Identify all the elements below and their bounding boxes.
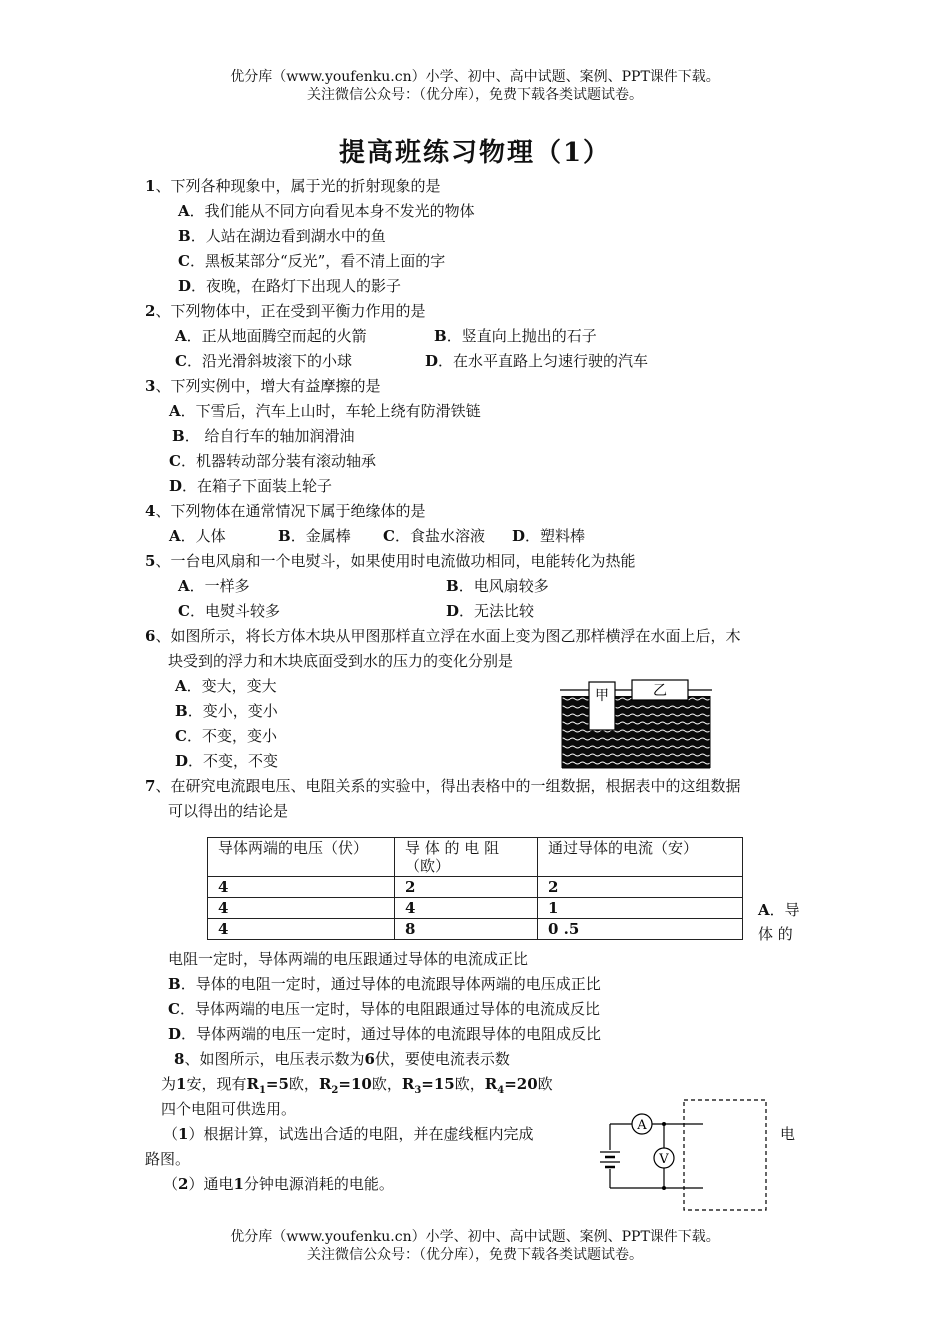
q8-part-1-cont: 路图。 bbox=[145, 1150, 191, 1168]
dashed-box bbox=[684, 1100, 766, 1210]
q1-option-b: B．人站在湖边看到湖水中的鱼 bbox=[178, 227, 386, 245]
q5-option-a: A．一样多 bbox=[178, 577, 250, 595]
q2-option-a: A．正从地面腾空而起的火箭 bbox=[175, 327, 367, 345]
table-row: 4 2 2 bbox=[208, 877, 743, 898]
question-8-resistors: 为1安，现有$R_1=5$欧，$R_2=10$欧，$R_3=15$欧，$R_4=20$欧 bbox=[161, 1075, 553, 1096]
question-6-cont: 块受到的浮力和木块底面受到水的压力的变化分别是 bbox=[168, 652, 514, 670]
q7-option-a-cont: 电阻一定时，导体两端的电压跟通过导体的电流成正比 bbox=[168, 950, 529, 968]
q6-option-a: A．变大，变大 bbox=[175, 677, 277, 695]
q4-option-a: A．人体 bbox=[169, 527, 226, 545]
q4-option-b: B．金属棒 bbox=[278, 527, 351, 545]
q1-option-d: D．夜晚，在路灯下出现人的影子 bbox=[178, 277, 402, 295]
q8-circuit-diagram bbox=[598, 1096, 773, 1216]
footer-line-1: 优分库（www.youfenku.cn）小学、初中、高中试题、案例、PPT课件下载。 bbox=[230, 1229, 720, 1245]
q3-option-a: A．下雪后，汽车上山时，车轮上绕有防滑铁链 bbox=[169, 402, 481, 420]
question-8-cont: 四个电阻可供选用。 bbox=[161, 1100, 297, 1118]
q6-water-figure bbox=[560, 670, 712, 770]
question-5: 5、一台电风扇和一个电熨斗，如果使用时电流做功相同，电能转化为热能 bbox=[145, 552, 636, 570]
question-6: 6、如图所示，将长方体木块从甲图那样直立浮在水面上变为图乙那样横浮在水面上后，木 bbox=[145, 627, 741, 645]
question-2: 2、下列物体中，正在受到平衡力作用的是 bbox=[145, 302, 426, 320]
q1-option-a: A．我们能从不同方向看见本身不发光的物体 bbox=[178, 202, 475, 220]
question-7-cont: 可以得出的结论是 bbox=[168, 802, 289, 820]
ammeter-label: A bbox=[637, 1118, 647, 1133]
q7-option-c: C．导体两端的电压一定时，导体的电阻跟通过导体的电流成反比 bbox=[168, 1000, 600, 1018]
q5-option-d: D．无法比较 bbox=[446, 602, 535, 620]
question-7: 7、在研究电流跟电压、电阻关系的实验中，得出表格中的一组数据，根据表中的这组数据 bbox=[145, 777, 741, 795]
q2-option-b: B．竖直向上抛出的石子 bbox=[434, 327, 597, 345]
q6-option-b: B．变小，变小 bbox=[175, 702, 278, 720]
question-1: 1、下列各种现象中，属于光的折射现象的是 bbox=[145, 177, 441, 195]
voltmeter-label: V bbox=[659, 1152, 669, 1167]
q4-option-c: C．食盐水溶液 bbox=[383, 527, 485, 545]
label-jia: 甲 bbox=[595, 688, 609, 704]
q8-part-2: （2）通电1分钟电源消耗的电能。 bbox=[163, 1175, 394, 1193]
label-yi: 乙 bbox=[653, 683, 667, 699]
q6-option-d: D．不变，不变 bbox=[175, 752, 279, 770]
q8-part-1: （1）根据计算，试选出合适的电阻，并在虚线框内完成 bbox=[163, 1125, 534, 1143]
q6-option-c: C．不变，变小 bbox=[175, 727, 277, 745]
q2-option-c: C．沿光滑斜坡滚下的小球 bbox=[175, 352, 352, 370]
q7-option-b: B．导体的电阻一定时，通过导体的电流跟导体两端的电压成正比 bbox=[168, 975, 601, 993]
question-8: 8、如图所示，电压表示数为6伏，要使电流表示数 bbox=[174, 1050, 510, 1068]
q4-option-d: D．塑料棒 bbox=[512, 527, 586, 545]
table-header-row bbox=[208, 838, 743, 877]
water-body bbox=[562, 696, 710, 768]
table-header-current: 通过导体的电流（安） bbox=[538, 838, 743, 877]
q7-option-a-part2: 体 的 bbox=[758, 925, 793, 943]
q1-option-c: C．黑板某部分“反光”，看不清上面的字 bbox=[178, 252, 446, 270]
q8-part-1-tail: 电 bbox=[780, 1125, 796, 1143]
q7-option-a-part1: A．导 bbox=[758, 901, 800, 919]
q2-option-d: D．在水平直路上匀速行驶的汽车 bbox=[425, 352, 649, 370]
question-3: 3、下列实例中，增大有益摩擦的是 bbox=[145, 377, 381, 395]
q3-option-c: C．机器转动部分装有滚动轴承 bbox=[169, 452, 376, 470]
page-title: 提高班练习物理（1） bbox=[338, 138, 612, 168]
q5-option-c: C．电熨斗较多 bbox=[178, 602, 280, 620]
q7-option-d: D．导体两端的电压一定时，通过导体的电流跟导体的电阻成反比 bbox=[168, 1025, 602, 1043]
footer-line-2: 关注微信公众号：（优分库），免费下载各类试题试卷。 bbox=[307, 1247, 643, 1263]
q5-option-b: B．电风扇较多 bbox=[446, 577, 549, 595]
table-header-resistance: 导 体 的 电 阻 （欧） bbox=[395, 838, 538, 877]
header-line-1: 优分库（www.youfenku.cn）小学、初中、高中试题、案例、PPT课件下载。 bbox=[230, 69, 720, 85]
table-row: 4 4 1 bbox=[208, 898, 743, 919]
q3-option-d: D．在箱子下面装上轮子 bbox=[169, 477, 333, 495]
table-header-voltage: 导体两端的电压（伏） bbox=[208, 838, 395, 877]
q7-data-table bbox=[207, 837, 743, 940]
q3-option-b: B． 给自行车的轴加润滑油 bbox=[172, 427, 355, 445]
question-4: 4、下列物体在通常情况下属于绝缘体的是 bbox=[145, 502, 426, 520]
table-row: 4 8 0 .5 bbox=[208, 919, 743, 940]
header-line-2: 关注微信公众号：（优分库），免费下载各类试题试卷。 bbox=[307, 87, 643, 103]
